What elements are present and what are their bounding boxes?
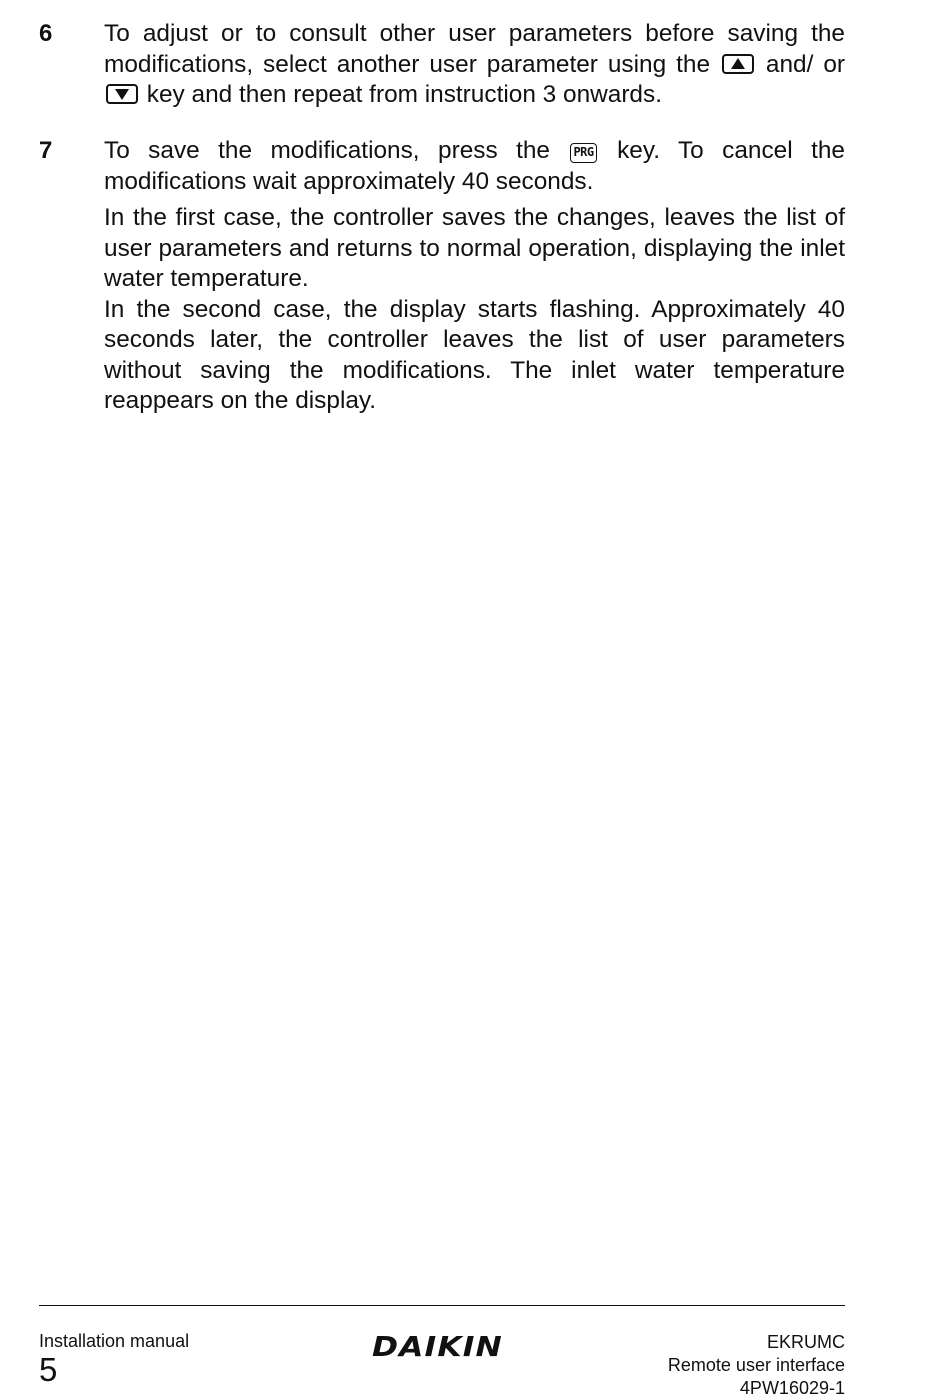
footer-model: EKRUMC — [766, 1332, 845, 1352]
step-paragraph — [104, 136, 845, 197]
step-paragraph: In the first case, the controller saves the changes, leaves the list of user parameters and returns to normal operation, displaying the inlet water temperature. — [104, 204, 845, 292]
footer-product-info — [668, 1331, 845, 1400]
step-text: key and then repeat from instruction 3 onwards. — [146, 81, 662, 108]
footer-doc-type: Installation manual — [39, 1331, 190, 1351]
step-number: 7 — [39, 137, 53, 164]
step-body — [104, 19, 845, 111]
step-text: To save the modifications, press the — [104, 137, 550, 164]
up-arrow-key-icon — [722, 54, 754, 74]
footer-page-number: 5 — [39, 1351, 58, 1388]
step-body — [104, 136, 845, 417]
footer-product: Remote user interface — [667, 1355, 845, 1375]
step-text: To adjust or to consult other user parameters before saving the modifications, select another user parameter using the — [104, 20, 845, 78]
step-number: 6 — [39, 20, 53, 47]
step-text: key. To cancel the modifications wait approximately 40 seconds. — [104, 137, 845, 195]
daikin-logo: DAIKIN — [372, 1330, 503, 1363]
step-text: and/ or — [765, 50, 846, 78]
step-paragraph — [104, 19, 845, 111]
footer-doc-code: 4PW16029-1 — [739, 1378, 845, 1398]
step-paragraph: In the second case, the display starts flashing. Approximately 40 seconds later, the controller leaves the list of user parameters without saving the modifications. The inlet water temperature reappears on the display. — [104, 295, 845, 414]
prg-key-icon: PRG — [570, 143, 596, 163]
footer-divider — [39, 1305, 845, 1306]
down-arrow-key-icon — [106, 84, 138, 104]
